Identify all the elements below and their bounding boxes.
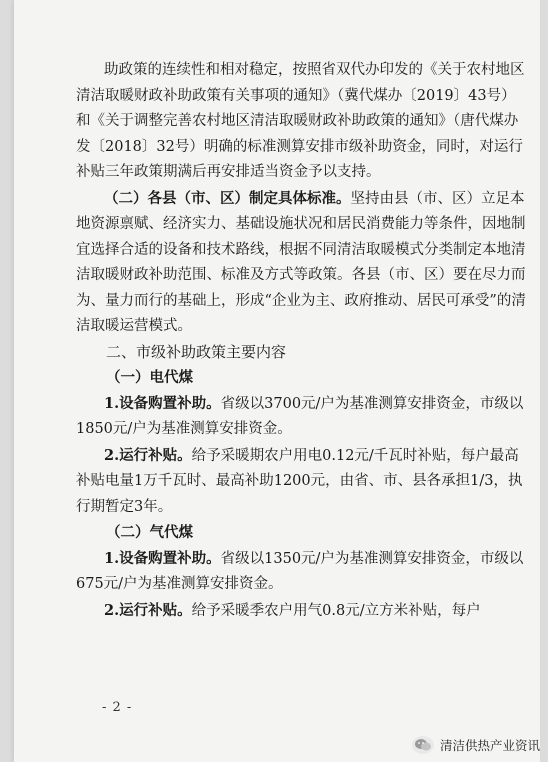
wechat-icon — [412, 736, 434, 754]
section2-heading: （二）各县（市、区）制定具体标准。 — [104, 189, 351, 207]
sub1-heading: （一）电代煤 — [106, 369, 193, 386]
sub2-item1-label: 1.设备购置补助。 — [104, 549, 221, 567]
sub1-item1 — [76, 391, 526, 443]
major-heading: 二、市级补助政策主要内容 — [106, 342, 287, 361]
sub2-item1 — [76, 546, 526, 598]
watermark-text: 清洁供热产业资讯 — [439, 738, 540, 753]
sub1-item2-label: 2.运行补贴。 — [104, 446, 192, 464]
sub1-item1-text: 省级以3700元/户为基准测算安排资金，市级以1850元/户为基准测算安排资金。 — [76, 395, 524, 437]
sub2-item2-text: 给予采暖季农户用气0.8元/立方米补贴，每户 — [191, 602, 481, 619]
page-number: - 2 - — [102, 700, 133, 715]
sub2-heading: （二）气代煤 — [106, 524, 193, 541]
sub1-item2-text: 给予采暖期农户用电0.12元/千瓦时补贴，每户最高补贴电量1万千瓦时、最高补助1200元，由省、市、县各承担1/3，执行期暂定3年。 — [76, 447, 523, 515]
sub2-item2 — [76, 598, 526, 625]
sub2-item2-label: 2.运行补贴。 — [104, 601, 192, 619]
sub2-item1-text: 省级以1350元/户为基准测算安排资金，市级以675元/户为基准测算安排资金。 — [76, 550, 524, 592]
sub1-item2 — [76, 443, 526, 521]
paragraph-1: 助政策的连续性和相对稳定，按照省双代办印发的《关于农村地区清洁取暖财政补助政策有关事项的通知》（冀代煤办〔2019〕43号）和《关于调整完善农村地区清洁取暖财政补助政策的通知》（唐代煤办发〔2018〕32号）明确的标准测算安排市级补助资金，同时，对运行补贴三年政策期满后再安排适当资金予以支持。 — [76, 62, 525, 180]
section2-text: 坚持由县（市、区）立足本地资源禀赋、经济实力、基础设施状况和居民消费能力等条件，因地制宜选择合适的设备和技术路线，根据不同清洁取暖模式分类制定本地清洁取暖财政补助范围、标准及方式等政策。各县（市、区）要在尽力而为、量力而行的基础上，形成“企业为主、政府推动、居民可承受”的清洁取暖运营模式。 — [76, 190, 526, 334]
document-page — [14, 0, 540, 762]
paragraph-section2 — [76, 186, 526, 340]
watermark — [412, 736, 540, 754]
sub1-item1-label: 1.设备购置补助。 — [104, 394, 221, 412]
document-body — [76, 58, 526, 624]
